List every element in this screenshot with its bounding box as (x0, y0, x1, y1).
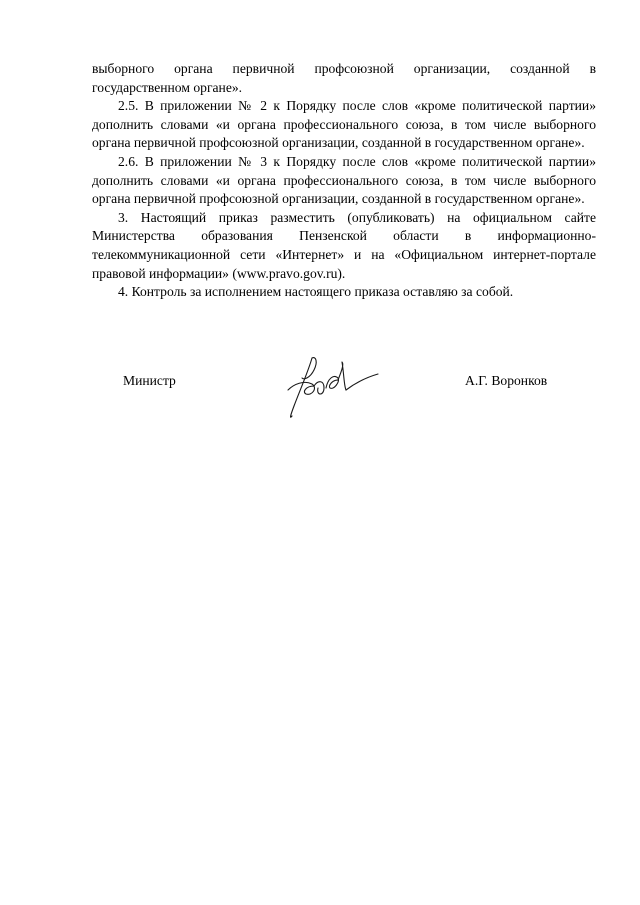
paragraph-2-6: 2.6. В приложении № 3 к Порядку после слов «кроме политической партии» дополнить словами «и органа профессионального союза, в том числе выборного органа первичной профсоюзной организации, созданной в государственном органе». (92, 153, 596, 207)
paragraph-3: 3. Настоящий приказ разместить (опубликовать) на официальном сайте Министерства образования Пензенской области в информационно-телекоммуникационной сети «Интернет» и на «Официальном интернет-портале правовой информации» (www.pravo.gov.ru). (92, 209, 596, 281)
paragraph-4: 4. Контроль за исполнением настоящего приказа оставляю за собой. (118, 284, 514, 300)
signatory-name: А.Г. Воронков (465, 373, 548, 388)
paragraph-continuation: выборного органа первичной профсоюзной организации, созданной в государственном органе». (92, 61, 596, 95)
signatory-title: Министр (123, 373, 176, 388)
handwritten-signature (282, 350, 382, 422)
document-body (92, 60, 596, 302)
paragraph-2-5: 2.5. В приложении № 2 к Порядку после слов «кроме политической партии» дополнить словами «и органа профессионального союза, в том числе выборного органа первичной профсоюзной организации, созданной в государственном органе». (92, 98, 596, 151)
